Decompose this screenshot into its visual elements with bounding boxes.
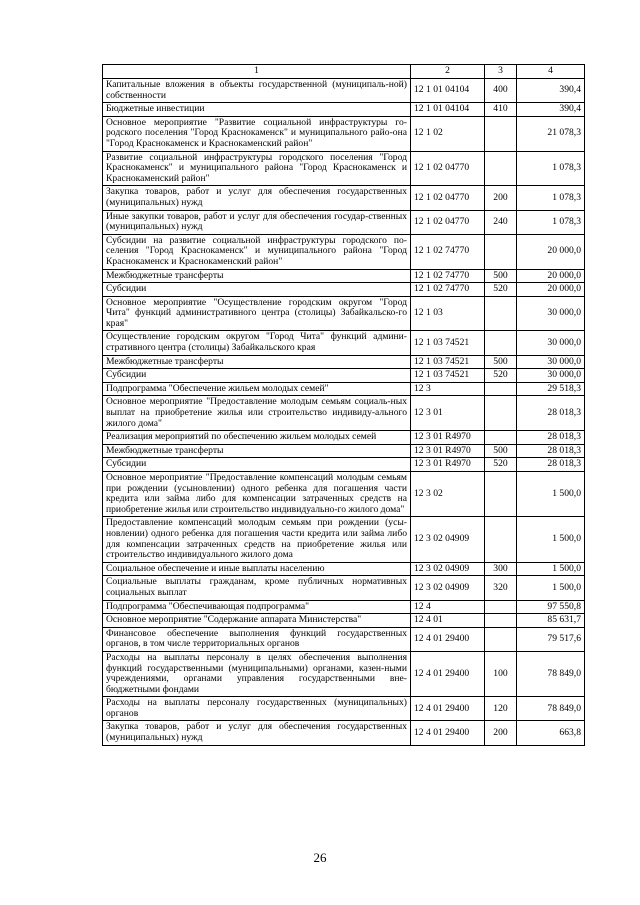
cell-type: 520	[485, 369, 517, 383]
cell-type	[485, 234, 517, 269]
cell-name: Иные закупки товаров, работ и услуг для обеспечения государ-ственных (муниципальных) нужд	[103, 210, 411, 234]
table-row	[103, 331, 585, 355]
table-row	[103, 186, 585, 210]
cell-sum: 1 078,3	[517, 186, 585, 210]
cell-sum: 30 000,0	[517, 355, 585, 369]
cell-name: Расходы на выплаты персоналу государственных (муниципальных) органов	[103, 697, 411, 721]
table-row	[103, 283, 585, 297]
cell-sum: 20 000,0	[517, 269, 585, 283]
table-row	[103, 234, 585, 269]
table-row	[103, 472, 585, 517]
table-row	[103, 697, 585, 721]
cell-type	[485, 431, 517, 445]
cell-type	[485, 396, 517, 431]
cell-type	[485, 382, 517, 396]
cell-code: 12 1 02	[411, 116, 485, 151]
cell-type: 320	[485, 576, 517, 600]
cell-code: 12 3 01 R4970	[411, 458, 485, 472]
cell-name: Осуществление городским округом "Город Чита" функций админи-стративного центра (столицы) Забайкальского края	[103, 331, 411, 355]
cell-type: 400	[485, 79, 517, 103]
cell-code: 12 3 01 R4970	[411, 444, 485, 458]
cell-sum: 20 000,0	[517, 234, 585, 269]
cell-name: Субсидии на развитие социальной инфраструктуры городского по-селения "Город Краснокаменск" и муниципального района "Город Краснокаменск и Краснокаменский район"	[103, 234, 411, 269]
table-row	[103, 116, 585, 151]
cell-sum: 78 849,0	[517, 697, 585, 721]
cell-sum: 28 018,3	[517, 431, 585, 445]
cell-sum: 30 000,0	[517, 331, 585, 355]
table-row	[103, 103, 585, 117]
cell-type: 520	[485, 458, 517, 472]
cell-name: Подпрограмма "Обеспечивающая подпрограмма"	[103, 600, 411, 614]
table-row	[103, 269, 585, 283]
cell-code: 12 4 01 29400	[411, 721, 485, 745]
cell-code: 12 4	[411, 600, 485, 614]
cell-type: 200	[485, 721, 517, 745]
column-header-type: 3	[485, 65, 517, 79]
cell-name: Основное мероприятие "Осуществление городским округом "Город Чита" функций административного центра (столицы) Забайкальско-го края"	[103, 296, 411, 331]
cell-name: Межбюджетные трансферты	[103, 269, 411, 283]
cell-code: 12 1 02 74770	[411, 269, 485, 283]
cell-code: 12 1 02 74770	[411, 234, 485, 269]
cell-name: Межбюджетные трансферты	[103, 444, 411, 458]
cell-code: 12 4 01 29400	[411, 697, 485, 721]
cell-type	[485, 600, 517, 614]
table-row	[103, 79, 585, 103]
cell-sum: 663,8	[517, 721, 585, 745]
cell-name: Субсидии	[103, 283, 411, 297]
cell-name: Социальное обеспечение и иные выплаты населению	[103, 562, 411, 576]
table-row	[103, 151, 585, 186]
table-row	[103, 444, 585, 458]
cell-sum: 28 018,3	[517, 396, 585, 431]
cell-sum: 30 000,0	[517, 369, 585, 383]
cell-code: 12 3 02 04909	[411, 562, 485, 576]
cell-type	[485, 296, 517, 331]
cell-name: Капитальные вложения в объекты государственной (муниципаль-ной) собственности	[103, 79, 411, 103]
cell-code: 12 1 03 74521	[411, 355, 485, 369]
budget-table	[102, 64, 585, 746]
cell-code: 12 4 01 29400	[411, 651, 485, 696]
cell-type	[485, 331, 517, 355]
table-row	[103, 296, 585, 331]
column-header-code: 2	[411, 65, 485, 79]
cell-name: Межбюджетные трансферты	[103, 355, 411, 369]
table-row	[103, 576, 585, 600]
cell-sum: 1 078,3	[517, 210, 585, 234]
cell-name: Основное мероприятие "Предоставление компенсаций молодым семьям при рождении (усыновлении) одного ребенка для погашения части кредита или займа либо для компенсации затраченных средств на приобретение жилья или строительство индивидуально-го жилого дома"	[103, 472, 411, 517]
cell-sum: 1 500,0	[517, 472, 585, 517]
cell-type	[485, 151, 517, 186]
cell-code: 12 4 01	[411, 614, 485, 628]
cell-name: Закупка товаров, работ и услуг для обеспечения государственных (муниципальных) нужд	[103, 721, 411, 745]
cell-sum: 97 550,8	[517, 600, 585, 614]
cell-name: Основное мероприятие "Предоставление молодым семьям социаль-ных выплат на приобретение жилья или строительство индивиду-ального жилого дома"	[103, 396, 411, 431]
table-row	[103, 614, 585, 628]
table-row	[103, 355, 585, 369]
table-row	[103, 431, 585, 445]
cell-code: 12 4 01 29400	[411, 627, 485, 651]
cell-name: Основное мероприятие "Содержание аппарата Министерства"	[103, 614, 411, 628]
table-body	[103, 79, 585, 746]
cell-type: 500	[485, 444, 517, 458]
cell-type: 240	[485, 210, 517, 234]
cell-code: 12 1 02 74770	[411, 283, 485, 297]
cell-sum: 1 500,0	[517, 562, 585, 576]
cell-sum: 390,4	[517, 103, 585, 117]
cell-name: Развитие социальной инфраструктуры городского поселения "Город Краснокаменск" и муниципального района "Город Краснокаменск и Краснокаменский район"	[103, 151, 411, 186]
cell-code: 12 1 02 04770	[411, 186, 485, 210]
cell-code: 12 1 03 74521	[411, 369, 485, 383]
cell-sum: 29 518,3	[517, 382, 585, 396]
cell-sum: 28 018,3	[517, 444, 585, 458]
cell-name: Закупка товаров, работ и услуг для обеспечения государственных (муниципальных) нужд	[103, 186, 411, 210]
cell-code: 12 3 02	[411, 472, 485, 517]
cell-sum: 390,4	[517, 79, 585, 103]
cell-name: Подпрограмма "Обеспечение жильем молодых семей"	[103, 382, 411, 396]
cell-code: 12 3 01	[411, 396, 485, 431]
cell-sum: 28 018,3	[517, 458, 585, 472]
cell-sum: 21 078,3	[517, 116, 585, 151]
table-row	[103, 458, 585, 472]
table-row	[103, 627, 585, 651]
cell-type: 500	[485, 355, 517, 369]
cell-name: Бюджетные инвестиции	[103, 103, 411, 117]
table-header-row	[103, 65, 585, 79]
table-row	[103, 600, 585, 614]
cell-sum: 78 849,0	[517, 651, 585, 696]
cell-name: Социальные выплаты гражданам, кроме публичных нормативных социальных выплат	[103, 576, 411, 600]
cell-code: 12 3 02 04909	[411, 517, 485, 562]
cell-name: Предоставление компенсаций молодым семьям при рождении (усы-новлении) одного ребенка для погашения части кредита или займа либо для компенсации затраченных средств на приобретение жилья или строительство индивидуального жилого дома	[103, 517, 411, 562]
cell-type	[485, 472, 517, 517]
cell-sum: 79 517,6	[517, 627, 585, 651]
cell-type	[485, 517, 517, 562]
cell-type: 300	[485, 562, 517, 576]
cell-name: Расходы на выплаты персоналу в целях обеспечения выполнения функций государственными (муниципальными) органами, казен-ными учреждениями, органами управления государственными вне-бюджетными фондами	[103, 651, 411, 696]
cell-sum: 20 000,0	[517, 283, 585, 297]
cell-code: 12 1 03 74521	[411, 331, 485, 355]
table-row	[103, 562, 585, 576]
cell-sum: 85 631,7	[517, 614, 585, 628]
cell-type	[485, 614, 517, 628]
cell-name: Субсидии	[103, 369, 411, 383]
cell-code: 12 3 02 04909	[411, 576, 485, 600]
cell-type: 410	[485, 103, 517, 117]
cell-sum: 1 078,3	[517, 151, 585, 186]
cell-code: 12 1 01 04104	[411, 103, 485, 117]
cell-code: 12 1 02 04770	[411, 210, 485, 234]
column-header-name: 1	[103, 65, 411, 79]
cell-type: 100	[485, 651, 517, 696]
cell-code: 12 1 01 04104	[411, 79, 485, 103]
cell-name: Реализация мероприятий по обеспечению жильем молодых семей	[103, 431, 411, 445]
table-row	[103, 210, 585, 234]
table-row	[103, 651, 585, 696]
cell-name: Субсидии	[103, 458, 411, 472]
cell-type: 520	[485, 283, 517, 297]
cell-type	[485, 627, 517, 651]
cell-code: 12 1 03	[411, 296, 485, 331]
cell-code: 12 3 01 R4970	[411, 431, 485, 445]
table-row	[103, 721, 585, 745]
cell-name: Финансовое обеспечение выполнения функций государственных органов, в том числе территориальных органов	[103, 627, 411, 651]
cell-sum: 1 500,0	[517, 576, 585, 600]
page-number: 26	[313, 850, 327, 865]
cell-type: 200	[485, 186, 517, 210]
column-header-sum: 4	[517, 65, 585, 79]
cell-type: 500	[485, 269, 517, 283]
cell-sum: 1 500,0	[517, 517, 585, 562]
cell-code: 12 3	[411, 382, 485, 396]
cell-code: 12 1 02 04770	[411, 151, 485, 186]
cell-sum: 30 000,0	[517, 296, 585, 331]
table-row	[103, 382, 585, 396]
cell-type: 120	[485, 697, 517, 721]
table-row	[103, 396, 585, 431]
cell-type	[485, 116, 517, 151]
table-row	[103, 369, 585, 383]
table-row	[103, 517, 585, 562]
cell-name: Основное мероприятие "Развитие социальной инфраструктуры го-родского поселения "Город Краснокаменск" и муниципального райо-она "Город Краснокаменск и Краснокаменский район"	[103, 116, 411, 151]
